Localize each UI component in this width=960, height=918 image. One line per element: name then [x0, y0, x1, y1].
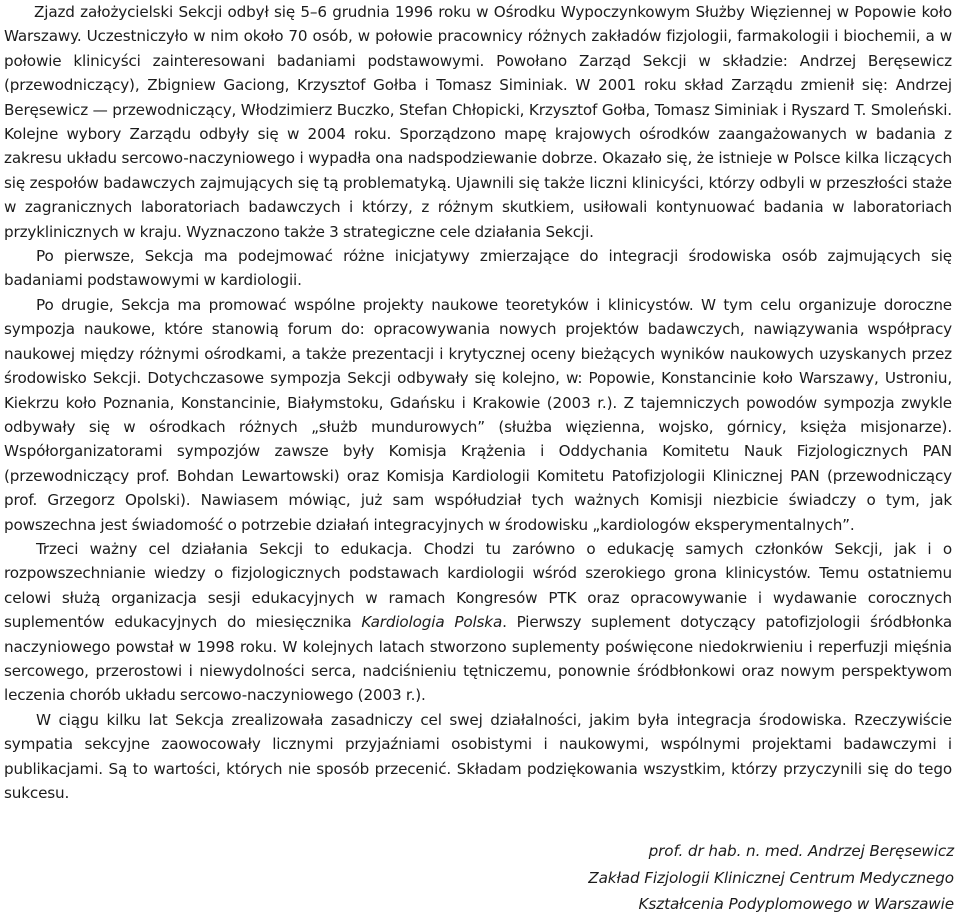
paragraph-goal-one: Po pierwsze, Sekcja ma podejmować różne inicjatywy zmierzające do integracji środowiska osób zajmujących się badaniami podstawowymi w kardiologii. — [4, 247, 952, 290]
journal-title: Kardiologia Polska — [361, 613, 503, 632]
article-body — [4, 0, 952, 805]
author-affiliation-line-1: Zakład Fizjologii Klinicznej Centrum Medycznego — [588, 868, 954, 887]
paragraph-goal-three — [4, 537, 952, 708]
paragraph-founding: Zjazd założycielski Sekcji odbył się 5–6 grudnia 1996 roku w Ośrodku Wypoczynkowym Służby Więziennej w Popowie koło Warszawy. Uczestniczyło w nim około 70 osób, w połowie pracownicy różnych zakładów fizjologii, farmakologii i biochemii, a w połowie klinicyści zainteresowani badaniami podstawowymi. Powołano Zarząd Sekcji w składzie: Andrzej Beręsewicz (przewodniczący), Zbigniew Gaciong, Krzysztof Gołba i Tomasz Siminiak. W 2001 roku skład Zarządu zmienił się: Andrzej Beręsewicz — przewodniczący, Włodzimierz Buczko, Stefan Chłopicki, Krzysztof Gołba, Tomasz Siminiak i Ryszard T. Smoleński. Kolejne wybory Zarządu odbyły się w 2004 roku. Sporządzono mapę krajowych ośrodków zaangażowanych w badania z zakresu układu sercowo-naczyniowego i wypadła ona nadspodziewanie dobrze. Okazało się, że istnieje w Polsce kilka liczących się zespołów badawczych zajmujących się tą problematyką. Ujawnili się także liczni klinicyści, którzy odbyli w przeszłości staże w zagranicznych laboratoriach badawczych i którzy, z różnym skutkiem, usiłowali kontynuować badania w laboratoriach przyklinicznych w kraju. Wyznaczono także 3 strategiczne cele działania Sekcji. — [4, 3, 952, 241]
paragraph-goal-three-text: Trzeci ważny cel działania Sekcji to edukacja. Chodzi tu zarówno o edukację samych członków Sekcji, jak i o rozpowszechnianie wiedzy o fizjologicznych podstawach kardiologii wśród szerokiego grona klinicystów. Temu ostatniemu celowi służą organizacja sesji edukacyjnych w ramach Kongresów PTK oraz opracowywanie i wydawanie corocznych suplementów edukacyjnych do miesięcznika — [4, 539, 952, 632]
paragraph-goal-three-text-cont: . Pierwszy suplement dotyczący patofizjologii śródbłonka naczyniowego powstał w 1998 roku. W kolejnych latach stworzono suplementy poświęcone niedokrwieniu i reperfuzji mięśnia sercowego, przerostowi i niewydolności serca, nadciśnieniu tętniczemu, ponownie śródbłonkowi oraz nowym perspektywom leczenia chorób układu sercowo-naczyniowego (2003 r.). — [4, 613, 952, 705]
author-name: prof. dr hab. n. med. Andrzej Beręsewicz — [648, 842, 954, 860]
author-signature — [588, 838, 954, 918]
paragraph-goal-two: Po drugie, Sekcja ma promować wspólne projekty naukowe teoretyków i klinicystów. W tym celu organizuje doroczne sympozja naukowe, które stanowią forum do: opracowywania nowych projektów badawczych, nawiązywania współpracy naukowej między różnymi ośrodkami, a także prezentacji i krytycznej oceny bieżących wyników naukowych uzyskanych przez środowisko Sekcji. Dotychczasowe sympozja Sekcji odbywały się kolejno, w: Popowie, Konstancinie koło Warszawy, Ustroniu, Kiekrzu koło Poznania, Konstancinie, Białymstoku, Gdańsku i Krakowie (2003 r.). Z tajemniczych powodów sympozja zwykle odbywały się w ośrodkach różnych „służb mundurowych” (służba więzienna, wojsko, górnicy, księża misjonarze). Współorganizatorami sympozjów zawsze były Komisja Krążenia i Oddychania Komitetu Nauk Fizjologicznych PAN (przewodniczący prof. Bohdan Lewartowski) oraz Komisja Kardiologii Komitetu Patofizjologii Klinicznej PAN (przewodniczący prof. Grzegorz Opolski). Nawiasem mówiąc, już sam współudział tych ważnych Komisji niezbicie świadczy o tym, jak powszechna jest świadomość o potrzebie działań integracyjnych w środowisku „kardiologów eksperymentalnych”. — [4, 295, 952, 534]
paragraph-summary: W ciągu kilku lat Sekcja zrealizowała zasadniczy cel swej działalności, jakim była integracja środowiska. Rzeczywiście sympatia sekcyjne zaowocowały licznymi przyjaźniami osobistymi i naukowymi, wspólnymi projektami badawczymi i publikacjami. Są to wartości, których nie sposób przecenić. Składam podziękowania wszystkim, którzy przyczynili się do tego sukcesu. — [4, 710, 952, 802]
author-affiliation-line-2: Kształcenia Podyplomowego w Warszawie — [638, 895, 954, 913]
